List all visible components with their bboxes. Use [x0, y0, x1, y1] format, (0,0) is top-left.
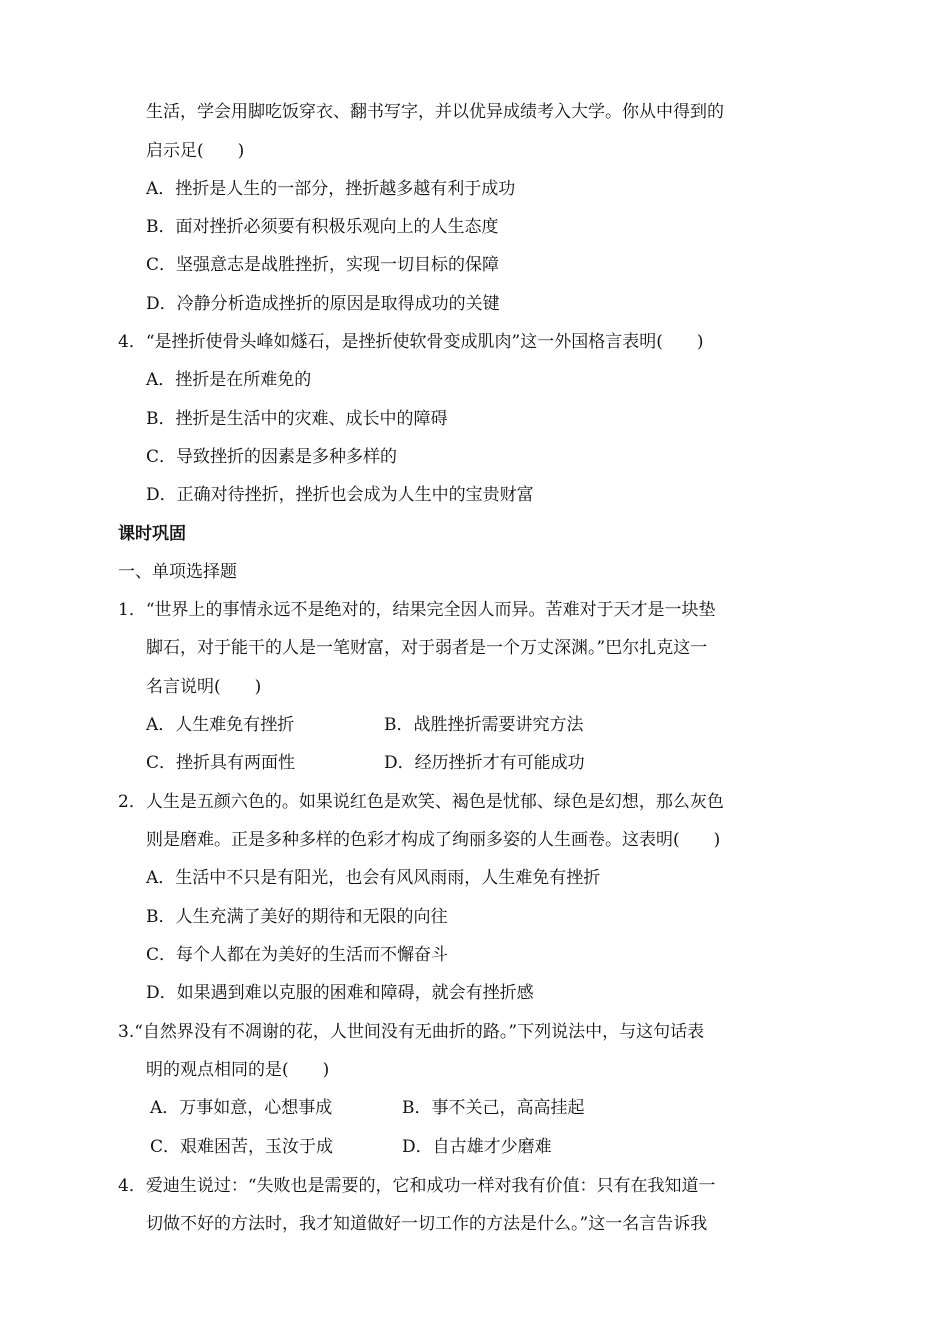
- option-d: D．自古雄才少磨难: [402, 1137, 552, 1157]
- option-c: C．挫折具有两面性: [146, 753, 296, 773]
- question-stem-line: 切做不好的方法时，我才知道做好一切工作的方法是什么。”这一名言告诉我: [146, 1214, 708, 1234]
- option-b: B．挫折是生活中的灾难、成长中的障碍: [146, 409, 448, 429]
- option-a: A．生活中不只是有阳光，也会有风风雨雨，人生难免有挫折: [146, 868, 601, 888]
- question-stem-line: 4．爱迪生说过：“失败也是需要的，它和成功一样对我有价值：只有在我知道一: [118, 1176, 716, 1196]
- option-a: A．挫折是在所难免的: [146, 370, 312, 390]
- option-a: A．挫折是人生的一部分，挫折越多越有利于成功: [146, 179, 516, 199]
- option-c: C．导致挫折的因素是多种多样的: [146, 447, 398, 467]
- question-stem-line: 脚石，对于能干的人是一笔财富，对于弱者是一个万丈深渊。”巴尔扎克这一: [146, 638, 708, 658]
- section-title: 课时巩固: [118, 524, 186, 544]
- question-stem: 4．“是挫折使骨头峰如燧石，是挫折使软骨变成肌肉”这一外国格言表明( ): [118, 332, 704, 352]
- option-b: B．面对挫折必须要有积极乐观向上的人生态度: [146, 217, 499, 237]
- question-stem-line: 2．人生是五颜六色的。如果说红色是欢笑、褐色是忧郁、绿色是幻想，那么灰色: [118, 792, 724, 812]
- option-d: D．经历挫折才有可能成功: [384, 753, 585, 773]
- option-c: C．坚强意志是战胜挫折，实现一切目标的保障: [146, 255, 500, 275]
- option-d: D．正确对待挫折，挫折也会成为人生中的宝贵财富: [146, 485, 534, 505]
- question-stem-line: 名言说明( ): [146, 677, 262, 697]
- option-a: A．人生难免有挫折: [146, 715, 295, 735]
- option-b: B．战胜挫折需要讲究方法: [384, 715, 584, 735]
- question-stem-line: 3.“自然界没有不凋谢的花，人世间没有无曲折的路。”下列说法中，与这句话表: [118, 1022, 705, 1042]
- option-c: C．每个人都在为美好的生活而不懈奋斗: [146, 945, 449, 965]
- question-stem-line: 明的观点相同的是( ): [146, 1060, 330, 1080]
- option-d: D．冷静分析造成挫折的原因是取得成功的关键: [146, 294, 500, 314]
- question-stem-line: 1．“世界上的事情永远不是绝对的，结果完全因人而异。苦难对于天才是一块垫: [118, 600, 716, 620]
- option-c: C．艰难困苦，玉汝于成: [150, 1137, 334, 1157]
- option-d: D．如果遇到难以克服的困难和障碍，就会有挫折感: [146, 983, 534, 1003]
- question-stem-line: 则是磨难。正是多种多样的色彩才构成了绚丽多姿的人生画卷。这表明( ): [146, 830, 721, 850]
- option-b: B．事不关己，高高挂起: [402, 1098, 585, 1118]
- option-b: B．人生充满了美好的期待和无限的向往: [146, 907, 448, 927]
- section-subtitle: 一、单项选择题: [118, 562, 237, 582]
- question-stem-line: 启示足( ): [146, 141, 245, 161]
- question-stem-line: 生活，学会用脚吃饭穿衣、翻书写字，并以优异成绩考入大学。你从中得到的: [146, 102, 724, 122]
- option-a: A．万事如意，心想事成: [150, 1098, 333, 1118]
